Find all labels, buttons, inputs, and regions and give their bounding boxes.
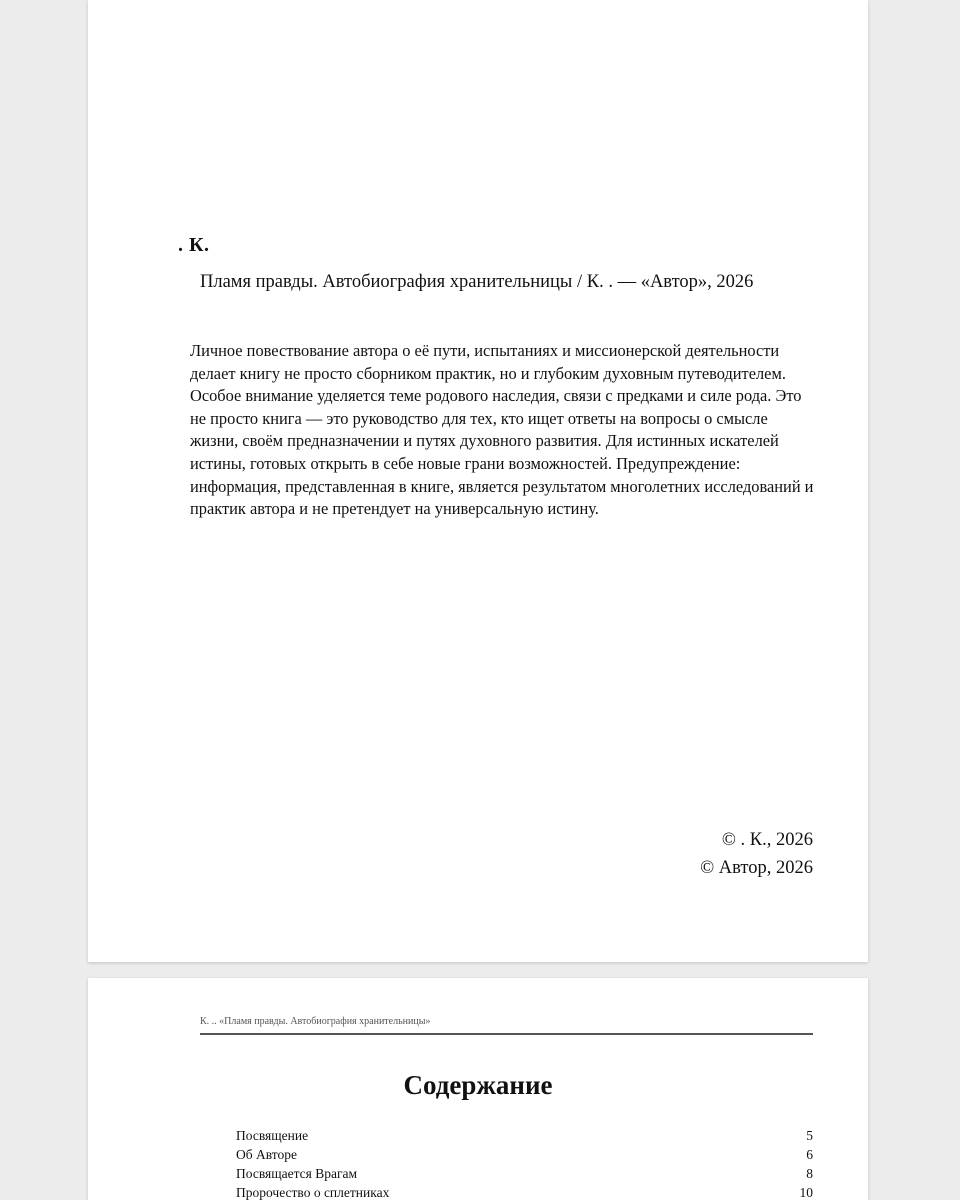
table-of-contents <box>236 1126 813 1200</box>
toc-entry-title: Об Авторе <box>236 1147 297 1162</box>
toc-entry[interactable] <box>236 1164 813 1183</box>
page-2 <box>88 978 868 1200</box>
toc-entry-title: Пророчество о сплетниках <box>236 1185 390 1200</box>
page-1 <box>88 0 868 962</box>
toc-entry-title: Посвящение <box>236 1128 309 1143</box>
toc-entry-page: 8 <box>806 1166 813 1181</box>
toc-entry[interactable] <box>236 1183 813 1200</box>
bibliographic-record: Пламя правды. Автобиография хранительницы / К. . — «Автор», 2026 <box>200 272 754 292</box>
toc-title: Содержание <box>403 1070 553 1100</box>
toc-entry[interactable] <box>236 1145 813 1164</box>
author-name: . К. <box>178 234 210 256</box>
toc-entry-page: 5 <box>806 1128 813 1143</box>
toc-entry-page: 6 <box>806 1147 813 1162</box>
running-header: К. .. «Пламя правды. Автобиография хранительницы» <box>200 1016 813 1035</box>
toc-entry-page: 10 <box>799 1185 813 1200</box>
copyright-line-publisher: © Автор, 2026 <box>700 858 813 878</box>
toc-entry-title: Посвящается Врагам <box>236 1166 358 1181</box>
toc-entry[interactable] <box>236 1126 813 1145</box>
book-abstract: Личное повествование автора о её пути, испытаниях и миссионерской деятельности делает книгу не просто сборником практик, но и глубоким духовным путеводителем. Особое внимание уделяется теме родового наследия, связи с предками и силе рода. Это не просто книга — это руководство для тех, кто ищет ответы на вопросы о смысле жизни, своём предназначении и путях духовного развития. Для истинных искателей истины, готовых открыть в себе новые грани возможностей. Предупреждение: информация, представленная в книге, является результатом многолетних исследований и практик автора и не претендует на универсальную истину. <box>190 341 814 519</box>
copyright-line-author: © . К., 2026 <box>721 830 813 850</box>
copyright-block <box>700 826 813 882</box>
